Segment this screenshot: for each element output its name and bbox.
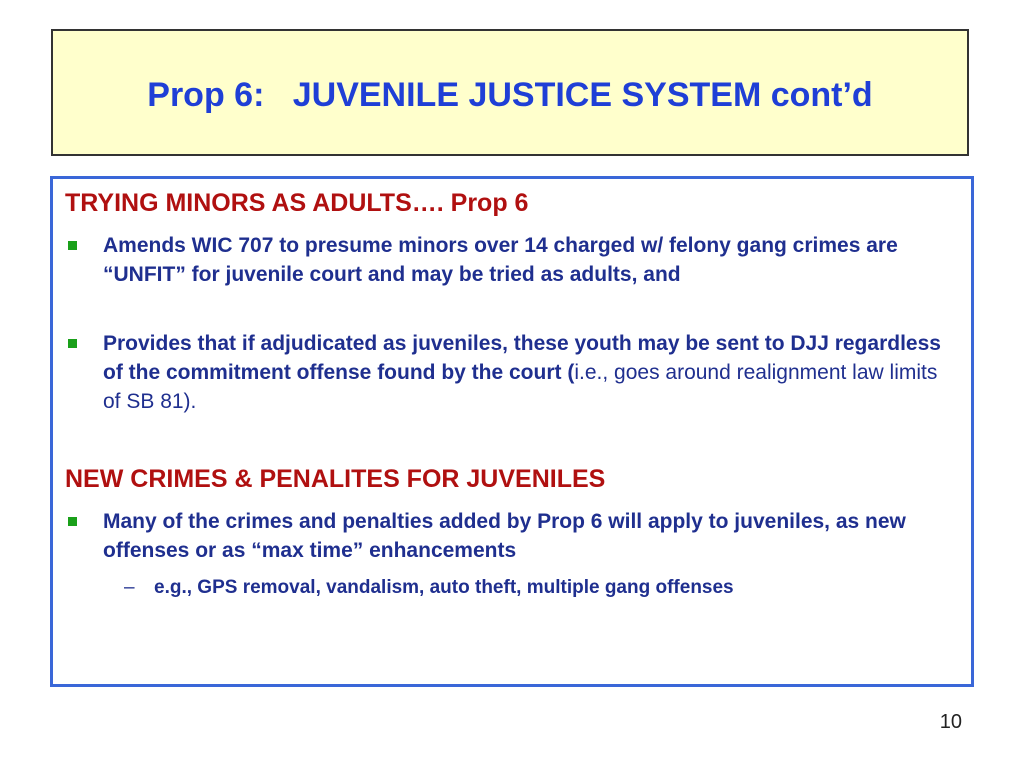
content-box [50,176,974,687]
sub-bullet-text: e.g., GPS removal, vandalism, auto theft, multiple gang offenses [154,577,734,598]
green-square-bullet-icon [68,241,77,250]
section-heading-trying-minors: TRYING MINORS AS ADULTS…. Prop 6 [65,189,529,217]
bullet-text-normal: i.e., goes around realignment law limits of SB 81). [103,361,938,413]
bullet-text: Many of the crimes and penalties added by Prop 6 will apply to juveniles, as new offenses or as “max time” enhancements [103,510,906,562]
title-box [51,29,969,156]
bullet-provides-djj [65,329,955,416]
green-square-bullet-icon [68,339,77,348]
bullet-amends-wic [65,231,955,289]
sub-bullet-examples [124,575,944,601]
page-number: 10 [939,711,962,733]
slide-title: Prop 6: JUVENILE JUSTICE SYSTEM cont’d [147,76,873,114]
section-heading-new-crimes: NEW CRIMES & PENALITES FOR JUVENILES [65,465,606,493]
bullet-many-crimes [65,507,955,565]
bullet-text: Provides that if adjudicated as juveniles, these youth may be sent to DJJ regardless of the commitment offense found by the court ( [103,332,941,384]
dash-icon: – [124,577,135,598]
bullet-text: Amends WIC 707 to presume minors over 14 charged w/ felony gang crimes are “UNFIT” for juvenile court and may be tried as adults, and [103,234,898,286]
green-square-bullet-icon [68,517,77,526]
